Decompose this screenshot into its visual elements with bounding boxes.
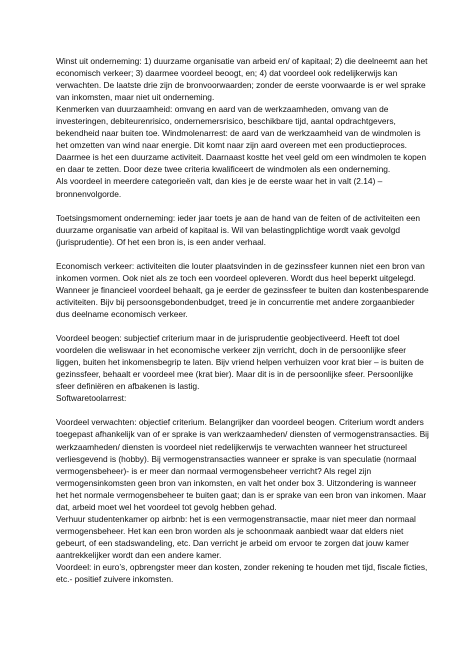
blank-line: [56, 200, 430, 212]
paragraph-economisch-verkeer: Economisch verkeer: activiteiten die louter plaatsvinden in de gezinssfeer kunnen niet een bron van inkomen vormen. Ook niet als ze toch een voordeel opleveren. Wordt dus heel beperkt uitgelegd. Wanneer je financieel voordeel behaalt, ga je eerder de gezinssfeer te buiten dan kostenbesparende activiteiten. Bijv bij persoonsgebondenbudget, treed je in concurrentie met andere zorgaanbieder dus deelname economisch verkeer.: [56, 260, 429, 319]
paragraph-softwaretoolarrest: Softwaretoolarrest:: [56, 393, 127, 404]
blank-line: [56, 404, 430, 416]
paragraph-winst-uit-onderneming: Winst uit onderneming: 1) duurzame organisatie van arbeid en/ of kapitaal; 2) die deelneemt aan het economisch verkeer; 3) daarmee voordeel beoogt, en; 4) dat voordeel ook redelijkerwijs kan verwachten. De laatste drie zijn de bronvoorwaarden; zonder de eerste voorwaarde is er wel sprake van inkomsten, maar niet uit onderneming.: [56, 56, 428, 103]
paragraph-voordeel-beogen: Voordeel beogen: subjectief criterium maar in de jurisprudentie geobjectiveerd. Heeft tot doel voordelen die weliswaar in het economische verkeer zijn verricht, doch in de persoonlijke sfeer liggen, buiten het inkomensbegrip te laten. Bijv vriend helpen verhuizen voor krat bier – is buiten de gezinssfeer, behaalt er voordeel mee (krat bier). Maar dit is in de persoonlijke sfeer. Persoonlijke sfeer definiëren en afbakenen is lastig.: [56, 333, 424, 392]
document-page: [56, 55, 430, 585]
paragraph-kenmerken-duurzaamheid: Kenmerken van duurzaamheid: omvang en aard van de werkzaamheden, omvang van de investeringen, debiteurenrisico, ondernemersrisico, beschikbare tijd, aantal opdrachtgevers, bekendheid naar buiten toe. Windmolenarrest: de aard van de werkzaamheid van de windmolen is het omzetten van wind naar energie. Dit komt naar zijn aard overeen met een productieproces. Daarmee is het een duurzame activiteit. Daarnaast kostte het veel geld om een windmolen te kopen en daar te zetten. Door deze twee criteria kwalificeert de windmolen als een onderneming.: [56, 104, 427, 175]
blank-line: [56, 320, 430, 332]
blank-line: [56, 248, 430, 260]
paragraph-toetsingsmoment: Toetsingsmoment onderneming: ieder jaar toets je aan de hand van de feiten of de activiteiten een duurzame organisatie van arbeid of kapitaal is. Wil van belastingplichtige wordt vaak gevolgd (jurisprudentie). Of het een bron is, is een ander verhaal.: [56, 212, 421, 247]
paragraph-voordeel-definitie: Voordeel: in euro’s, opbrengster meer dan kosten, zonder rekening te houden met tijd, fiscale ficties, etc.- positief zuivere inkomsten.: [56, 561, 428, 585]
paragraph-voordeel-verwachten: Voordeel verwachten: objectief criterium. Belangrijker dan voordeel beogen. Criterium wordt anders toegepast afhankelijk van of er sprake is van werkzaamheden/ diensten of vermogenstransacties. Bij werkzaamheden/ diensten is voordeel niet redelijkerwijs te verwachten wanneer het structureel verliesgevend is (hobby). Bij vermogenstransacties wanneer er sprake is van speculatie (normaal vermogensbeheer)- is er meer dan normaal vermogensbeheer verricht? Als regel zijn vermogensinkomsten geen bron van inkomsten, en valt het onder box 3. Uitzondering is wanneer het het normale vermogensbeheer te buiten gaat; dan is er sprake van een bron van inkomen. Maar dat, arbeid moet wel het voordeel tot gevolg hebben gehad.: [56, 417, 429, 512]
paragraph-bronnenvolgorde: Als voordeel in meerdere categorieën valt, dan kies je de eerste waar het in valt (2.14) – bronnenvolgorde.: [56, 176, 383, 199]
paragraph-verhuur-studentenkamer: Verhuur studentenkamer op airbnb: het is een vermogenstransactie, maar niet meer dan normaal vermogensbeheer. Het kan een bron worden als je schoonmaak aanbiedt waar dat elders niet gebeurt, of een stadswandeling, etc. Dan verricht je arbeid om ervoor te zorgen dat jouw kamer aantrekkelijker wordt dan een andere kamer.: [56, 513, 416, 560]
